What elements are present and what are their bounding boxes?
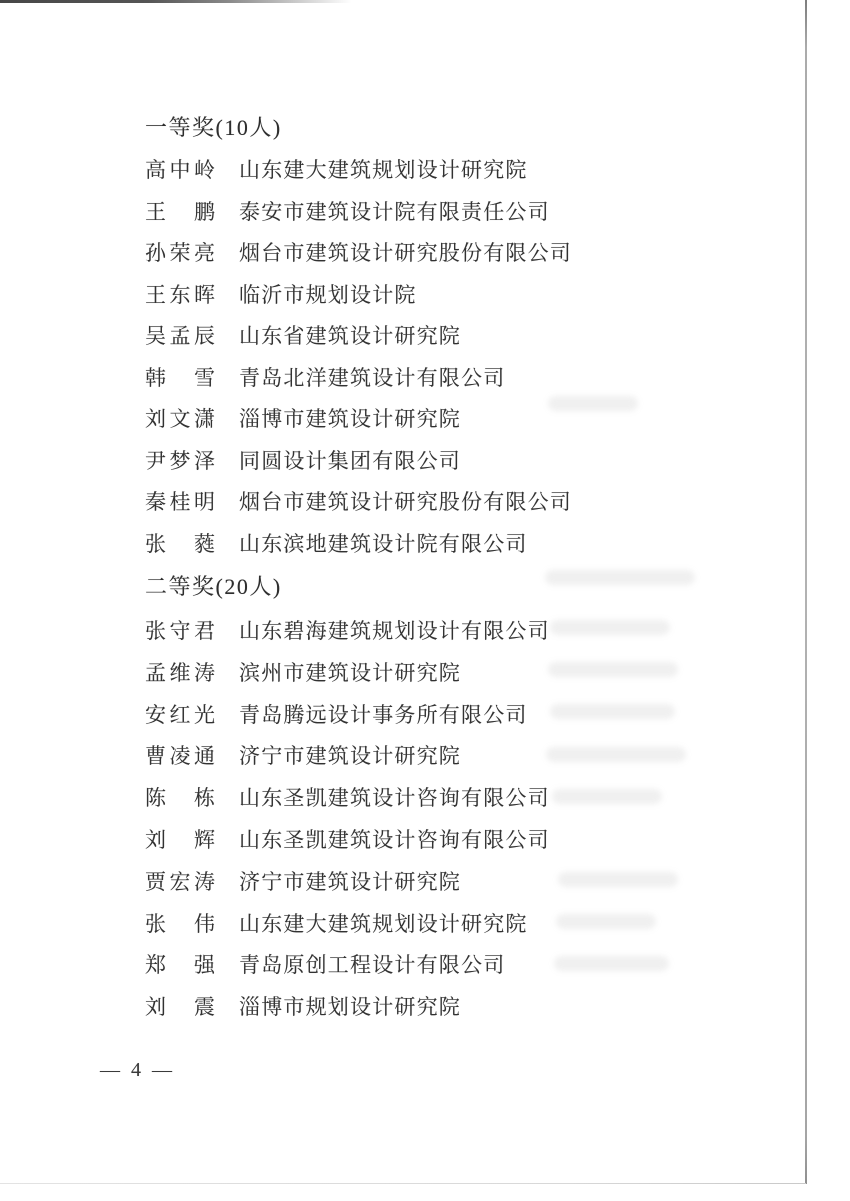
bleedthrough-smudge [548, 662, 678, 677]
winner-name-char: 刘 [145, 828, 166, 852]
award-entry-row [145, 704, 528, 727]
winner-name-char: 震 [194, 995, 215, 1019]
award-entry-row [145, 491, 572, 514]
winner-organization: 山东建大建筑规划设计研究院 [239, 158, 528, 182]
winner-name-char: 张 [145, 912, 166, 936]
winner-name [145, 201, 215, 224]
bleedthrough-smudge [548, 396, 638, 411]
winner-organization: 山东碧海建筑规划设计有限公司 [239, 619, 550, 643]
award-entry-row [145, 996, 461, 1019]
award-entry-row [145, 787, 550, 810]
winner-name-char: 君 [194, 619, 215, 643]
winner-name-char: 亮 [194, 241, 215, 265]
winner-name-char: 明 [194, 490, 215, 514]
bleedthrough-smudge [556, 914, 656, 929]
winner-name [145, 450, 215, 473]
bleedthrough-smudge [550, 704, 675, 719]
winner-name-char: 秦 [145, 490, 166, 514]
winner-name-char: 辉 [194, 828, 215, 852]
winner-name [145, 325, 215, 348]
winner-name [145, 871, 215, 894]
winner-name-char: 通 [194, 744, 215, 768]
award-entry-row [145, 284, 417, 307]
winner-name-char: 安 [145, 703, 166, 727]
winner-organization: 青岛北洋建筑设计有限公司 [239, 366, 506, 390]
winner-name-char: 涛 [194, 661, 215, 685]
winner-name-char: 蕤 [194, 532, 215, 556]
winner-organization: 山东圣凯建筑设计咨询有限公司 [239, 828, 550, 852]
winner-name-char: 雪 [194, 366, 215, 390]
winner-name-char: 维 [169, 661, 191, 685]
winner-organization: 青岛原创工程设计有限公司 [239, 953, 506, 977]
winner-name [145, 829, 215, 852]
winner-organization: 烟台市建筑设计研究股份有限公司 [239, 241, 572, 265]
winner-name-char: 潇 [194, 407, 215, 431]
winner-organization: 山东圣凯建筑设计咨询有限公司 [239, 786, 550, 810]
winner-organization: 烟台市建筑设计研究股份有限公司 [239, 490, 572, 514]
winner-name-char: 强 [194, 953, 215, 977]
winner-organization: 济宁市建筑设计研究院 [239, 870, 461, 894]
winner-organization: 淄博市规划设计研究院 [239, 995, 461, 1019]
winner-name-char: 吴 [145, 324, 166, 348]
winner-name-char: 张 [145, 532, 166, 556]
winner-organization: 山东建大建筑规划设计研究院 [239, 912, 528, 936]
winner-organization: 同圆设计集团有限公司 [239, 449, 461, 473]
section-title-first-prize: 一等奖(10人) [145, 115, 282, 140]
winner-name-char: 东 [169, 283, 191, 307]
winner-organization: 临沂市规划设计院 [239, 283, 417, 307]
bleedthrough-smudge [558, 872, 678, 887]
winner-name [145, 533, 215, 556]
winner-name [145, 242, 215, 265]
winner-name-char: 栋 [194, 786, 215, 810]
scan-edge-artifact-top [0, 0, 370, 3]
winner-organization: 淄博市建筑设计研究院 [239, 407, 461, 431]
winner-name-char: 梦 [169, 449, 191, 473]
winner-name-char: 郑 [145, 953, 166, 977]
winner-name-char: 王 [145, 200, 166, 224]
winner-name [145, 996, 215, 1019]
winner-name-char: 文 [169, 407, 191, 431]
winner-name-char: 宏 [169, 870, 191, 894]
winner-organization: 泰安市建筑设计院有限责任公司 [239, 200, 550, 224]
scan-page-edge-line [805, 0, 807, 1184]
award-entry-row [145, 450, 461, 473]
winner-name-char: 刘 [145, 407, 166, 431]
winner-organization: 山东滨地建筑设计院有限公司 [239, 532, 528, 556]
winner-organization: 青岛腾远设计事务所有限公司 [239, 703, 528, 727]
winner-name-char: 涛 [194, 870, 215, 894]
winner-name [145, 913, 215, 936]
bleedthrough-smudge [554, 956, 669, 971]
winner-name-char: 伟 [194, 912, 215, 936]
winner-name-char: 光 [194, 703, 215, 727]
bleedthrough-smudge [550, 620, 670, 635]
award-entry-row [145, 367, 505, 390]
winner-name-char: 辰 [194, 324, 215, 348]
winner-name-char: 曹 [145, 744, 166, 768]
winner-name-char: 孙 [145, 241, 166, 265]
winner-name [145, 284, 215, 307]
winner-name-char: 守 [169, 619, 191, 643]
award-entry-row [145, 620, 550, 643]
winner-name-char: 荣 [169, 241, 191, 265]
winner-name-char: 鹏 [194, 200, 215, 224]
winner-name-char: 孟 [169, 324, 191, 348]
winner-name [145, 662, 215, 685]
award-entry-row [145, 408, 461, 431]
winner-name-char: 桂 [169, 490, 191, 514]
winner-name-char: 红 [169, 703, 191, 727]
winner-name-char: 刘 [145, 995, 166, 1019]
winner-name-char: 尹 [145, 449, 166, 473]
winner-name [145, 408, 215, 431]
winner-name [145, 704, 215, 727]
award-entry-row [145, 242, 572, 265]
winner-name [145, 787, 215, 810]
section-title-second-prize: 二等奖(20人) [145, 574, 282, 599]
bleedthrough-smudge [546, 747, 686, 762]
award-entry-row [145, 201, 550, 224]
award-entry-row [145, 533, 528, 556]
winner-name-char: 岭 [194, 158, 215, 182]
award-entry-row [145, 954, 505, 977]
page-number: — 4 — [100, 1059, 175, 1081]
winner-name-char: 泽 [194, 449, 215, 473]
winner-name [145, 367, 215, 390]
winner-name [145, 954, 215, 977]
winner-name-char: 贾 [145, 870, 166, 894]
winner-name [145, 159, 215, 182]
winner-name-char: 韩 [145, 366, 166, 390]
bleedthrough-smudge [552, 789, 662, 804]
winner-organization: 山东省建筑设计研究院 [239, 324, 461, 348]
scan-edge-artifact-bottom [0, 1183, 806, 1184]
winner-name-char: 晖 [194, 283, 215, 307]
award-entry-row [145, 745, 461, 768]
award-entry-row [145, 871, 461, 894]
winner-name-char: 凌 [169, 744, 191, 768]
winner-name-char: 张 [145, 619, 166, 643]
winner-name-char: 孟 [145, 661, 166, 685]
award-entry-row [145, 325, 461, 348]
winner-name [145, 745, 215, 768]
award-entry-row [145, 662, 461, 685]
winner-name-char: 王 [145, 283, 166, 307]
winner-name-char: 中 [169, 158, 191, 182]
winner-organization: 滨州市建筑设计研究院 [239, 661, 461, 685]
winner-name [145, 491, 215, 514]
winner-name-char: 高 [145, 158, 166, 182]
winner-name-char: 陈 [145, 786, 166, 810]
bleedthrough-smudge [545, 570, 695, 585]
winner-organization: 济宁市建筑设计研究院 [239, 744, 461, 768]
award-entry-row [145, 913, 528, 936]
award-entry-row [145, 159, 528, 182]
award-entry-row [145, 829, 550, 852]
winner-name [145, 620, 215, 643]
